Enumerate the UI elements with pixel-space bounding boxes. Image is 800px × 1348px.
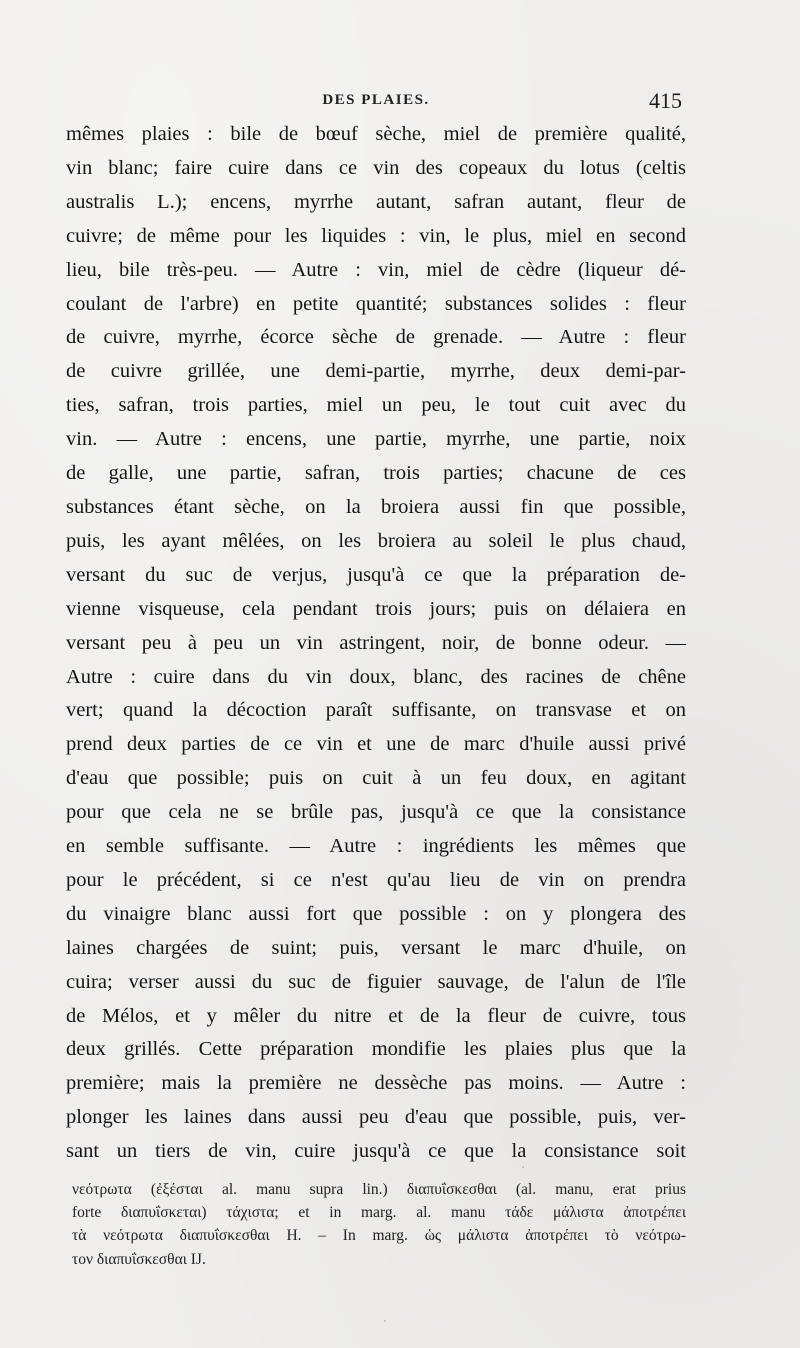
text-line: deux grillés. Cette préparation mondifie les plaies plus que la — [66, 1038, 686, 1061]
footnote-line: τὰ νεότρωτα διαπυΐσκεσθαι H. – In marg. ὡς μάλιστα ἀποτρέπει τὸ νεότρω- — [72, 1227, 686, 1245]
text-line: de Mélos, et y mêler du nitre et de la fleur de cuivre, tous — [66, 1004, 686, 1027]
text-line: de cuivre grillée, une demi-partie, myrrhe, deux demi-par- — [66, 360, 686, 383]
text-line: versant peu à peu un vin astringent, noir, de bonne odeur. — — [66, 631, 686, 654]
text-line: vert; quand la décoction paraît suffisante, on transvase et on — [66, 699, 686, 722]
footnote-line: τον διαπυΐσκεσθαι IJ. — [72, 1250, 206, 1268]
paper-speck — [384, 1320, 386, 1322]
text-line: première; mais la première ne dessèche pas moins. — Autre : — [66, 1072, 686, 1095]
text-line: Autre : cuire dans du vin doux, blanc, des racines de chêne — [66, 665, 686, 688]
text-line: cuira; verser aussi du suc de figuier sauvage, de l'alun de l'île — [66, 970, 686, 993]
text-line: prend deux parties de ce vin et une de marc d'huile aussi privé — [66, 733, 686, 756]
text-line: de galle, une partie, safran, trois parties; chacune de ces — [66, 462, 686, 485]
running-title: DES PLAIES. — [322, 92, 430, 108]
text-line: coulant de l'arbre) en petite quantité; substances solides : fleur — [66, 292, 686, 315]
page-number: 415 — [649, 88, 682, 113]
text-line: pour que cela ne se brûle pas, jusqu'à ce que la consistance — [66, 801, 686, 824]
text-line: vienne visqueuse, cela pendant trois jours; puis on délaiera en — [66, 597, 686, 620]
text-line: mêmes plaies : bile de bœuf sèche, miel de première qualité, — [66, 123, 686, 145]
text-line: substances étant sèche, on la broiera aussi fin que possible, — [66, 495, 686, 518]
text-line: versant du suc de verjus, jusqu'à ce que la préparation de- — [66, 563, 686, 586]
footnote-line: νεότρωτα (ἐξέσται al. manu supra lin.) διαπυΐσκεσθαι (al. manu, erat prius — [72, 1181, 686, 1198]
text-line: d'eau que possible; puis on cuit à un feu doux, en agitant — [66, 767, 686, 790]
text-line: australis L.); encens, myrrhe autant, safran autant, fleur de — [66, 190, 686, 213]
text-line: pour le précédent, si ce n'est qu'au lieu de vin on prendra — [66, 868, 686, 891]
footnotes — [72, 1178, 686, 1271]
text-line: du vinaigre blanc aussi fort que possible : on y plongera des — [66, 902, 686, 925]
text-line: cuivre; de même pour les liquides : vin, le plus, miel en second — [66, 224, 686, 247]
text-line: ties, safran, trois parties, miel un peu, le tout cuit avec du — [66, 394, 686, 417]
text-line: vin blanc; faire cuire dans ce vin des copeaux du lotus (celtis — [66, 156, 686, 179]
text-line: puis, les ayant mêlées, on les broiera au soleil le plus chaud, — [66, 529, 686, 552]
text-line: en semble suffisante. — Autre : ingrédients les mêmes que — [66, 835, 686, 858]
text-line: plonger les laines dans aussi peu d'eau que possible, puis, ver- — [66, 1106, 686, 1129]
text-line: lieu, bile très-peu. — Autre : vin, miel de cèdre (liqueur dé- — [66, 258, 686, 281]
text-line: de cuivre, myrrhe, écorce sèche de grenade. — Autre : fleur — [66, 326, 686, 349]
text-line: laines chargées de suint; puis, versant le marc d'huile, on — [66, 936, 686, 959]
text-line: sant un tiers de vin, cuire jusqu'à ce que la consistance soit — [66, 1140, 686, 1163]
paper-speck — [522, 1166, 524, 1168]
footnote-line: forte διαπυΐσκεται) τάχιστα; et in marg. al. manu τάδε μάλιστα ἀποτρέπει — [72, 1204, 686, 1222]
text-line: vin. — Autre : encens, une partie, myrrhe, une partie, noix — [66, 428, 686, 451]
main-text — [66, 118, 686, 1169]
page-header — [66, 88, 686, 118]
